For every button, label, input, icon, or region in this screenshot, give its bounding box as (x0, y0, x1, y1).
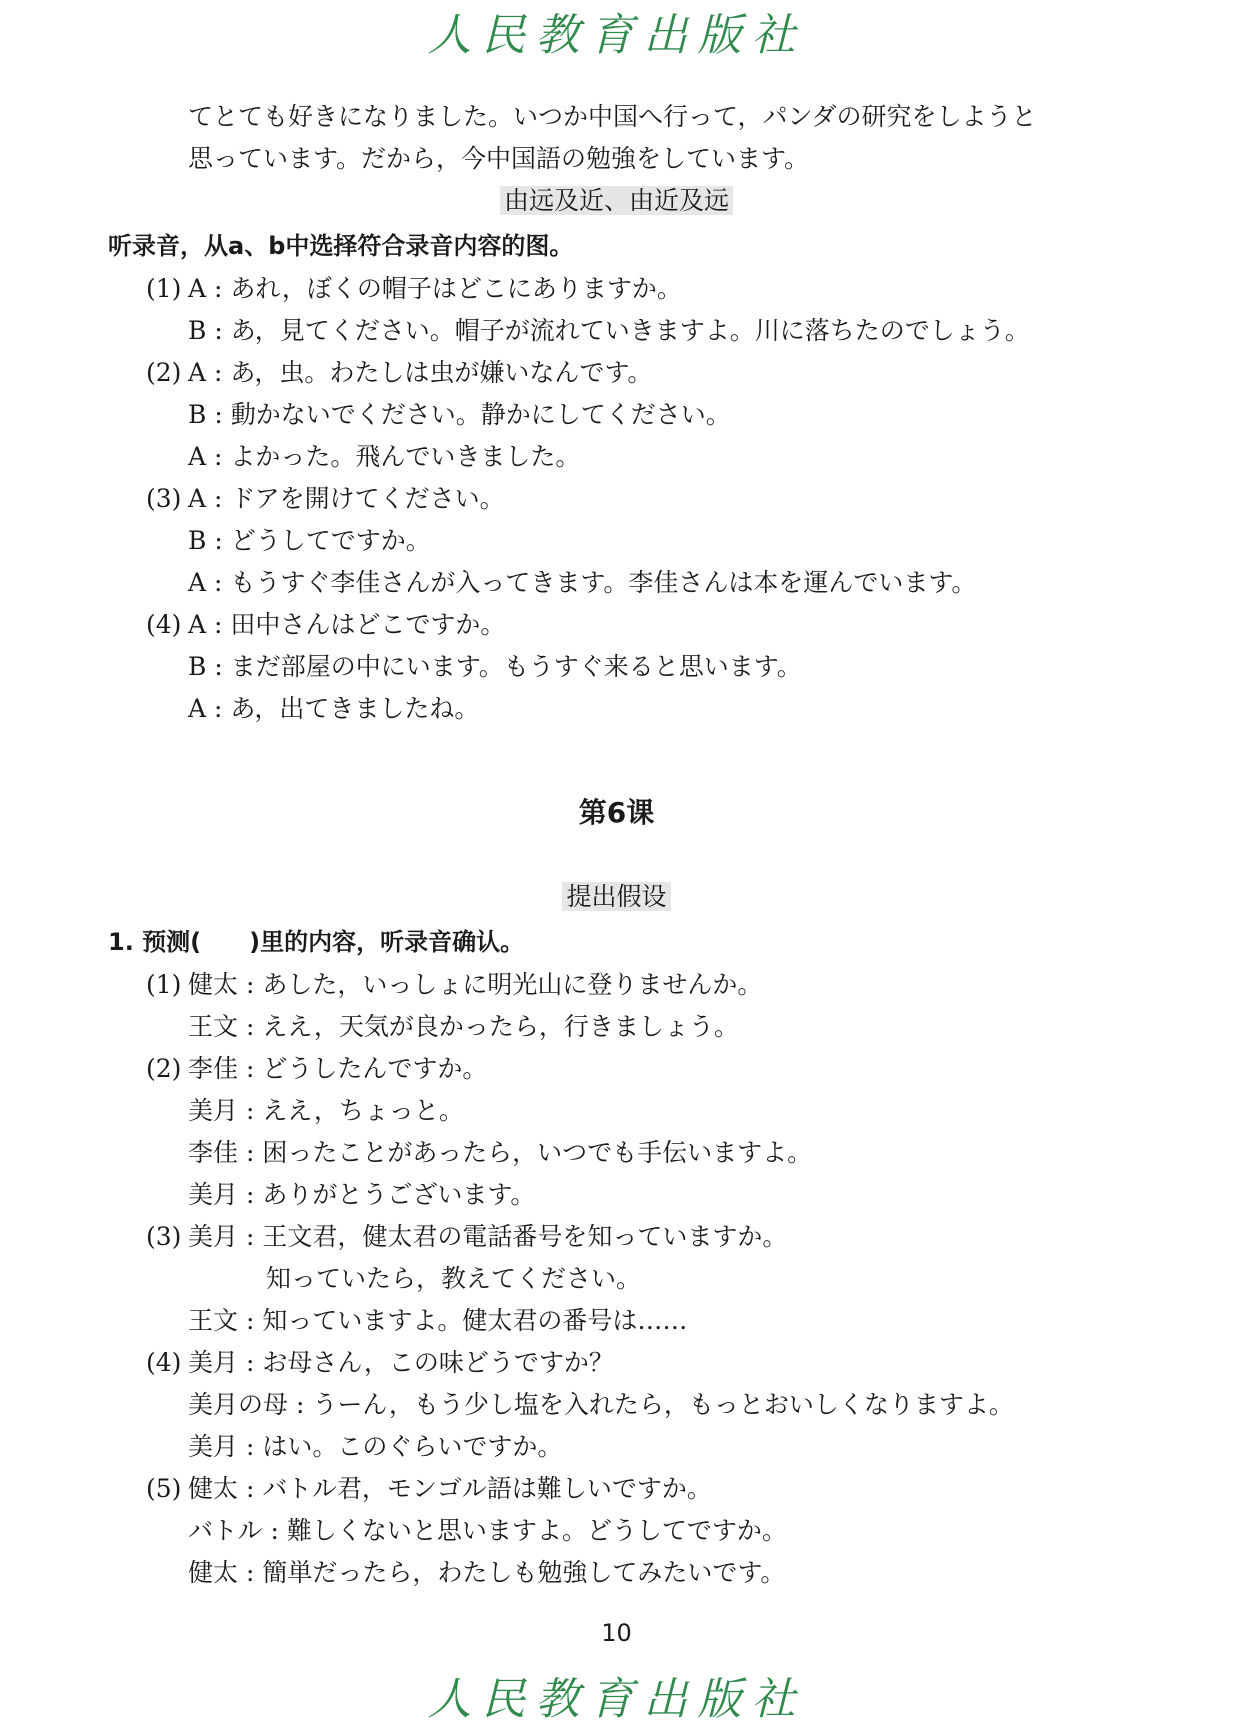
speaker: B : (188, 526, 223, 555)
dialog-line (188, 1430, 562, 1464)
dialog-line (188, 1556, 785, 1590)
dialog-number: (4) (146, 1348, 182, 1377)
publisher-logo-bottom: 人民教育出版社 (427, 1674, 806, 1725)
speaker: B : (188, 400, 223, 429)
utterance: どうしてですか。 (230, 526, 431, 555)
utterance: 簡単だったら，わたしも勉強してみたいです。 (262, 1558, 786, 1587)
speaker: A : (188, 484, 223, 513)
utterance: あ，出てきましたね。 (230, 694, 480, 723)
utterance: ありがとうございます。 (262, 1180, 536, 1209)
dialog-number: (2) (146, 358, 182, 387)
dialog-number: (1) (146, 970, 182, 999)
dialog-line (188, 1514, 787, 1548)
dialog-number: (1) (146, 274, 182, 303)
speaker: A : (188, 442, 223, 471)
speaker: バトル : (188, 1516, 279, 1545)
lesson-title: 第6课 (578, 796, 655, 829)
utterance: あ，虫。わたしは虫が嫌いなんです。 (230, 358, 653, 387)
speaker: 王文 : (188, 1306, 255, 1335)
utterance: お母さん，この味どうですか？ (262, 1348, 614, 1377)
speaker: A : (188, 274, 223, 303)
dialog-line (188, 692, 479, 726)
dialog-line (188, 1010, 739, 1044)
dialog-line (188, 440, 580, 474)
section-heading (0, 880, 1233, 914)
utterance: うーん，もう少し塩を入れたら，もっとおいしくなりますよ。 (312, 1390, 1014, 1419)
speaker: 美月の母 : (188, 1390, 305, 1419)
dialog-number: (2) (146, 1054, 182, 1083)
dialog-line (146, 1220, 787, 1254)
dialog-line (146, 1052, 487, 1086)
dialog-line (188, 650, 802, 684)
dialog-line (188, 524, 431, 558)
dialog-line (188, 314, 1030, 348)
intro-line: てとても好きになりました。いつか中国へ行って，パンダの研究をしようと (188, 102, 1037, 131)
utterance: あした，いっしょに明光山に登りませんか。 (262, 970, 763, 999)
speaker: 美月 : (188, 1432, 255, 1461)
dialog-number: (5) (146, 1474, 182, 1503)
dialog-line (146, 1346, 614, 1380)
dialog-line (188, 566, 976, 600)
utterance: 困ったことがあったら，いつでも手伝いますよ。 (262, 1138, 813, 1167)
dialog-line (266, 1262, 641, 1296)
section-heading-text: 提出假设 (562, 882, 670, 911)
speaker: A : (188, 358, 223, 387)
utterance: どうしたんですか。 (262, 1054, 488, 1083)
utterance: 動かないでください。静かにしてください。 (230, 400, 731, 429)
speaker: 李佳 : (188, 1138, 255, 1167)
utterance: よかった。飛んでいきました。 (230, 442, 581, 471)
dialog-number: (4) (146, 610, 182, 639)
section-heading-text: 由远及近、由近及远 (500, 186, 733, 215)
utterance: ええ，天気が良かったら，行きましょう。 (262, 1012, 739, 1041)
utterance: あれ，ぼくの帽子はどこにありますか。 (230, 274, 682, 303)
speaker: 健太 : (188, 1474, 255, 1503)
utterance: もうすぐ李佳さんが入ってきます。李佳さんは本を運んでいます。 (230, 568, 977, 597)
dialog-line (146, 1472, 712, 1506)
speaker: 美月 : (188, 1222, 255, 1251)
dialog-line (188, 1304, 687, 1338)
publisher-logo-top: 人民教育出版社 (427, 10, 806, 61)
dialog-line (146, 272, 682, 306)
section-instruction: 听录音，从a、b中选择符合录音内容的图。 (108, 232, 574, 260)
dialog-line (188, 1136, 812, 1170)
speaker: 王文 : (188, 1012, 255, 1041)
utterance: 知っていますよ。健太君の番号は…… (262, 1306, 688, 1335)
dialog-number: (3) (146, 1222, 182, 1251)
intro-line: 思っています。だから，今中国語の勉強をしています。 (188, 144, 810, 173)
speaker: 李佳 : (188, 1054, 255, 1083)
speaker: B : (188, 652, 223, 681)
dialog-line (146, 482, 505, 516)
speaker: 健太 : (188, 970, 255, 999)
section-instruction: 1. 预测( )里的内容，听录音确认。 (108, 928, 525, 956)
utterance: 難しくないと思いますよ。どうしてですか。 (286, 1516, 787, 1545)
speaker: A : (188, 568, 223, 597)
page-number: 10 (601, 1619, 632, 1647)
utterance: はい。このぐらいですか。 (262, 1432, 563, 1461)
utterance: バトル君，モンゴル語は難しいですか。 (262, 1474, 712, 1503)
speaker: 美月 : (188, 1180, 255, 1209)
dialog-line (146, 608, 505, 642)
utterance: まだ部屋の中にいます。もうすぐ来ると思います。 (230, 652, 802, 681)
utterance: 知っていたら，教えてください。 (266, 1264, 642, 1293)
speaker: 健太 : (188, 1558, 255, 1587)
utterance: 王文君，健太君の電話番号を知っていますか。 (262, 1222, 788, 1251)
dialog-line (146, 968, 762, 1002)
utterance: ええ，ちょっと。 (262, 1096, 464, 1125)
speaker: B : (188, 316, 223, 345)
speaker: A : (188, 610, 223, 639)
speaker: A : (188, 694, 223, 723)
section-heading (0, 184, 1233, 218)
utterance: あ，見てください。帽子が流れていきますよ。川に落ちたのでしょう。 (230, 316, 1030, 345)
dialog-line (188, 1388, 1014, 1422)
speaker: 美月 : (188, 1096, 255, 1125)
utterance: 田中さんはどこですか。 (230, 610, 506, 639)
utterance: ドアを開けてください。 (230, 484, 505, 513)
dialog-line (188, 398, 731, 432)
dialog-number: (3) (146, 484, 182, 513)
speaker: 美月 : (188, 1348, 255, 1377)
dialog-line (188, 1094, 464, 1128)
dialog-line (146, 356, 652, 390)
dialog-line (188, 1178, 535, 1212)
